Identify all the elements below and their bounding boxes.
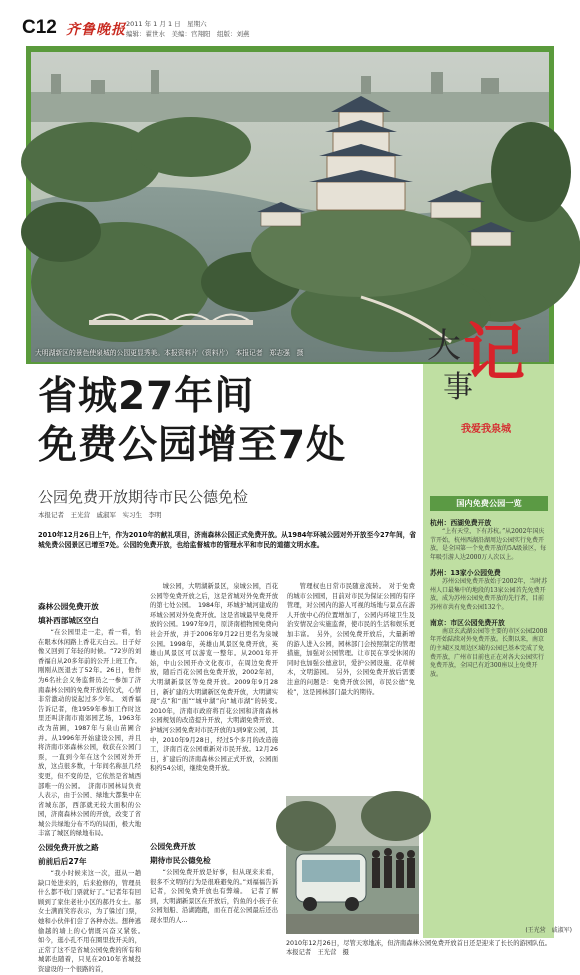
side-list-header: 国内免费公园一览 xyxy=(430,496,548,511)
park-text: “上有天堂，下有苏杭。”从2002年国庆节开始，杭州西湖沿湖周边公园实行免费开放，是全国第一个免费开放的5A级景区，每年吸引游人达2000万人次以上。 xyxy=(430,528,547,562)
side-list xyxy=(430,517,548,684)
lead-paragraph: 2010年12月26日上午，作为2010年的献礼项目，济南森林公园正式免费开放。从1984年环城公园对外开放至今27年间，省城免费公园景区已增至7处。公园的免费开放，也给监督城市的管理水平和市民的道德文明水准。 xyxy=(38,531,417,549)
list-item xyxy=(430,617,548,680)
body-text: 管理权也日常市民随意流转。 对于免费的城市公园园，目前对市民为保证公园的有序管理，对公园内的游人可视的场地与景点在游人开放中心的位置增加了，公园内环境卫生及治安情况会实施监督，使市民的生活和娱乐更加丰富。 另外，公园免费开放后，大量新增的游人进入公园，园林部门会按照制定的管理措施，加强对公园管理。让市民在享受休闲的同时也加强公德意识，爱护公园设施、花草树木，文明游园。 另外，公园免费开放后需要注意的问题是：免费开放公园，市民公德“免检”，这是园林部门最大的期待。 xyxy=(287,583,415,696)
park-title: 苏州：13家小公园免费 xyxy=(430,568,501,577)
list-item xyxy=(430,517,548,563)
masthead xyxy=(0,0,580,46)
article-column-3 xyxy=(287,582,415,787)
page-number: C12 xyxy=(22,17,57,38)
section-title: 公园免费开放 xyxy=(150,842,196,851)
section-title: 填补西部城区空白 xyxy=(38,616,99,625)
article-column-1 xyxy=(38,598,148,973)
park-text: 南京玄武湖公园等主要的市区公园2008年开始陆续对外免费开放。长期以来，南京的主城区及周边区域的公园已基本完成了免费开放，广州市目前也正在对各大公园实行免费开放，全国已有近300座以上免费开放。 xyxy=(430,627,548,679)
article-column-2 xyxy=(150,582,285,822)
side-list-credit: (王光营 戚淑军) xyxy=(525,927,572,934)
bottom-photo xyxy=(286,796,419,934)
park-title: 南京：市区公园免费开放 xyxy=(430,618,505,627)
main-photo-caption: 大明湖新区的景色使泉城的公园更显秀美。本报资料片（资料片） 本报记者 郑志强 摄 xyxy=(35,349,304,357)
section-title: 公园免费开放之路 xyxy=(38,843,99,853)
subheadline: 公园免费开放期待市民公德免检 xyxy=(38,488,249,506)
body-text: “在公园里走一走，看一看，怡在眼本休闲路上香花天白云。日子好像又回到了年轻的时候。“72岁的刘香福自从20多年前的公开上班工作。刚刚从医退去了52年。26日，他作为6名社会义务监督员之一参加了济南森林公园的免费开放的仪式，心情非常激动的说起过多少年。 刘香福告诉记者，他1959年参加工作时这里还叫济南市南郊园艺场，1963年改为苗圃，1987年与泉山苗圃合并。从1996年开始建设公园，并且将济南市郊森林公园，收获在公园门票，一直到今年在这个公园对外开放，这点很多数，十年间名称虽几经变更，但不变的是，它依然是省城西部唯一的公园。 济南市园林局负责人表示，由于公园、绿地大都集中在省城东部，西部就无较大面积的公园，济南森林公园的开放，改变了省城公共绿地分布不均的局面，极大地丰富了城区的绿地布局。 xyxy=(38,629,141,838)
body-text: 城公园，大明湖新景区，泉城公园，百花公园等免费开放之后，这是省城对外免费开放的第七处公园。 1984年，环城护城河建成的环城公园对外免费开放。这是省城最早免费开放的公园。1997年9月，原济南植物园免费向社会开放，并于2006年9月22日更名为泉城公园。1998年，英雄山风景区免费开放，英雄山风景区可以游览一整年。从2001年开始，中山公园开办文化夜市，在周边免费开放，随后百花公园也免费开放，2002年初，大明湖新景区等免费开放。2009年9月28日，新扩建的大明湖新区免费开放，大明湖实现“点”和“面”“城中湖”向“城市湖”的转变。 2010年，济南市政府将百花公园和济南森林公园规划的改造提升开放，大明湖免费开放、护城河公园免费对市民开放的1到9家公园，其中，2010年9月28日，经过5个多月的改造施工，济南百花公园重新对市民开放。12月26日，扩建后的济南森林公园正式开放，公园面积约54公顷，继续免费开放。 xyxy=(150,583,285,773)
banner-char-shi: 事 xyxy=(443,370,473,405)
newspaper-logo: 齐鲁晚报 xyxy=(66,22,126,38)
section-title: 期待市民公德免检 xyxy=(150,856,211,865)
body-text: “我小时候来这一次，逛从一趟缺口处进来的，后来抢修的，管理员什么都不收门票就好了。”记者年有回顾到了家住老社小区的郝丹女士。郝女士满面笑容表示，为了躲过门票，她和小伙伴们尝了各种办法。想种逃偷越的墙上的心情既兴奋又紧张。 如今，逛小孔不用在圈里找开关的，正常了这不是省城公园免费的所有和城郭也随着，只见在2010年省城投资建设的一个很路的首， xyxy=(38,870,148,973)
date-line: 2011 年 1 月 1 日 星期六 xyxy=(126,20,207,28)
park-text: 苏州公园免费开放始于2002年，当时苏州人口最集中的地段的13家公园首先免费开放，成为苏州公园免费开放的先行者，目前苏州市共有免费公园132个。 xyxy=(430,577,548,611)
article-column-2-section xyxy=(150,838,278,936)
section-title: 森林公园免费开放 xyxy=(38,602,99,611)
byline: 本报记者 王光营 戚淑军 实习生 李明 xyxy=(38,511,162,519)
headline-line-2: 免费公园增至7处 xyxy=(38,423,347,468)
body-text: “公园免费开放是好事，但从现来来看，很多不文明的行为是很难避免的。”刘福福告诉记者，公园免费开放也有弊端。 记者了解到，大明湖新景区在开放后，钓鱼的小孩子在公园划船、沿湖跑跑，而在百花公园最后还出现水里的人... xyxy=(150,869,278,924)
section-title: 前前后后27年 xyxy=(38,857,87,867)
headline-line-1: 省城27年间 xyxy=(38,374,255,419)
banner-char-ji: 记 xyxy=(463,316,526,389)
list-item xyxy=(430,567,548,613)
editor-line: 编辑：翟世水 美编：官翔阳 组版：刘燕 xyxy=(126,30,250,38)
park-title: 杭州：西湖免费开放 xyxy=(430,519,492,527)
park-visitors-image xyxy=(286,796,419,934)
feature-banner xyxy=(421,318,551,458)
banner-subtitle: 我爱我泉城 xyxy=(461,424,511,435)
bottom-photo-caption: 2010年12月26日，尽管天寒地冻，但济南森林公园免费开放首日还是迎来了长长的游园队伍。 本报记者 王光营 摄 xyxy=(286,940,555,956)
banner-char-da: 大 xyxy=(427,326,461,366)
